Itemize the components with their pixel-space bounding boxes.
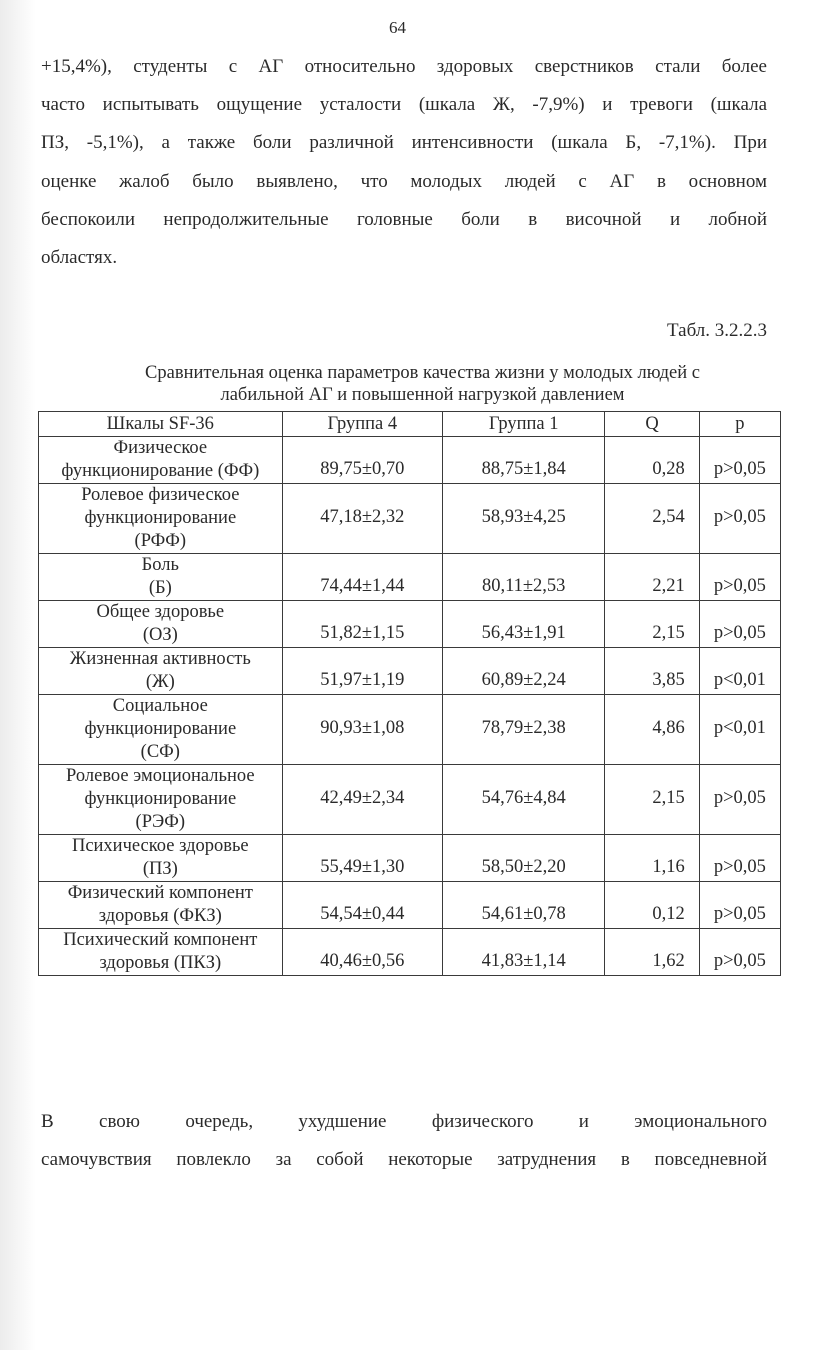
table-row — [39, 554, 781, 601]
cell-q: 2,21 — [605, 554, 699, 601]
cell-scale-line: (ПЗ) — [142, 859, 178, 879]
cell-scale-line: (СФ) — [140, 742, 180, 762]
cell-scale-line: (РЭФ) — [135, 812, 186, 832]
paragraph-bottom — [41, 1103, 767, 1179]
table-row — [39, 648, 781, 695]
cell-scale-line: Физическое — [113, 438, 208, 458]
cell-scale-line: (РФФ) — [134, 531, 187, 551]
cell-group1: 60,89±2,24 — [442, 648, 604, 695]
cell-p: р>0,05 — [699, 554, 780, 601]
cell-group4: 54,54±0,44 — [282, 882, 442, 929]
cell-group1: 88,75±1,84 — [442, 437, 604, 484]
cell-scale-line: Ролевое эмоциональное — [66, 766, 255, 786]
cell-p: р>0,05 — [699, 437, 780, 484]
word: физического — [431, 1111, 534, 1132]
cell-scale-line: Психическое здоровье — [71, 836, 249, 856]
cell-group1: 80,11±2,53 — [442, 554, 604, 601]
cell-q: 2,15 — [605, 765, 699, 835]
cell-group4: 47,18±2,32 — [282, 484, 442, 554]
cell-group1: 54,61±0,78 — [442, 882, 604, 929]
header-group1: Группа 1 — [442, 412, 604, 437]
table-row — [39, 882, 781, 929]
cell-group4: 51,82±1,15 — [282, 601, 442, 648]
cell-q: 3,85 — [605, 648, 699, 695]
table-row — [39, 765, 781, 835]
text-line — [41, 1103, 767, 1141]
quality-of-life-table — [38, 411, 781, 976]
cell-scale-line: функционирование — [84, 719, 237, 739]
text-line: ПЗ, -5,1%), а также боли различной интенсивности (шкала Б, -7,1%). При — [41, 132, 767, 154]
table-title-line: лабильной АГ и повышенной нагрузкой давлением — [220, 385, 625, 405]
cell-scale-line: (Б) — [148, 578, 172, 598]
cell-scale-line: Физический компонент — [67, 883, 253, 903]
cell-p: р<0,01 — [699, 648, 780, 695]
cell-q: 4,86 — [605, 695, 699, 765]
cell-p: р>0,05 — [699, 835, 780, 882]
cell-scale — [39, 484, 283, 554]
cell-p: р>0,05 — [699, 882, 780, 929]
table-title-line: Сравнительная оценка параметров качества жизни у молодых людей с — [145, 363, 700, 383]
cell-scale-line: Социальное — [112, 696, 208, 716]
cell-scale-line: Психический компонент — [63, 930, 258, 950]
text-line: беспокоили непродолжительные головные боли в височной и лобной — [41, 208, 767, 230]
cell-group1: 58,50±2,20 — [442, 835, 604, 882]
cell-scale-line: Жизненная активность — [69, 649, 251, 669]
cell-scale-line: Ролевое физическое — [81, 485, 240, 505]
word: очередь, — [185, 1111, 254, 1132]
cell-group1: 58,93±4,25 — [442, 484, 604, 554]
word: В — [41, 1111, 54, 1132]
table-row — [39, 601, 781, 648]
header-group4: Группа 4 — [282, 412, 442, 437]
cell-q: 2,15 — [605, 601, 699, 648]
cell-p: р>0,05 — [699, 765, 780, 835]
table-number: Табл. 3.2.2.3 — [667, 320, 767, 341]
cell-group4: 55,49±1,30 — [282, 835, 442, 882]
text-line: оценке жалоб было выявлено, что молодых людей с АГ в основном — [41, 170, 767, 192]
cell-scale-line: (Ж) — [145, 672, 175, 692]
cell-group4: 42,49±2,34 — [282, 765, 442, 835]
header-scale: Шкалы SF-36 — [39, 412, 283, 437]
cell-scale — [39, 437, 283, 484]
cell-scale — [39, 882, 283, 929]
cell-scale — [39, 695, 283, 765]
cell-q: 1,16 — [605, 835, 699, 882]
cell-scale-line: функционирование — [84, 508, 237, 528]
cell-scale-line: (ОЗ) — [142, 625, 178, 645]
word: и — [578, 1111, 589, 1132]
cell-group1: 56,43±1,91 — [442, 601, 604, 648]
page-number: 64 — [389, 18, 406, 37]
word: эмоционального — [634, 1111, 768, 1132]
cell-q: 0,12 — [605, 882, 699, 929]
cell-scale — [39, 835, 283, 882]
table-row — [39, 835, 781, 882]
text-line: областях. — [41, 247, 118, 269]
cell-scale-line: функционирование (ФФ) — [61, 461, 260, 481]
cell-p: р<0,01 — [699, 695, 780, 765]
table-row — [39, 437, 781, 484]
cell-p: р>0,05 — [699, 484, 780, 554]
scan-edge-shadow — [0, 0, 36, 1350]
cell-group4: 90,93±1,08 — [282, 695, 442, 765]
cell-q: 1,62 — [605, 929, 699, 976]
cell-group1: 41,83±1,14 — [442, 929, 604, 976]
cell-scale-line: Общее здоровье — [96, 602, 225, 622]
cell-scale — [39, 929, 283, 976]
cell-scale — [39, 765, 283, 835]
header-q: Q — [605, 412, 699, 437]
cell-scale — [39, 601, 283, 648]
cell-scale — [39, 554, 283, 601]
word: ухудшение — [298, 1111, 387, 1132]
cell-group4: 40,46±0,56 — [282, 929, 442, 976]
text-line: часто испытывать ощущение усталости (шкала Ж, -7,9%) и тревоги (шкала — [41, 94, 767, 116]
cell-group4: 74,44±1,44 — [282, 554, 442, 601]
cell-group4: 89,75±0,70 — [282, 437, 442, 484]
cell-q: 0,28 — [605, 437, 699, 484]
cell-scale-line: функционирование — [84, 789, 237, 809]
text-line: +15,4%), студенты с АГ относительно здоровых сверстников стали более — [41, 56, 767, 77]
cell-q: 2,54 — [605, 484, 699, 554]
cell-scale-line: здоровья (ПКЗ) — [99, 953, 222, 973]
cell-p: р>0,05 — [699, 929, 780, 976]
table-row — [39, 695, 781, 765]
table-row — [39, 484, 781, 554]
cell-group1: 54,76±4,84 — [442, 765, 604, 835]
table-header-row — [39, 412, 781, 437]
cell-group1: 78,79±2,38 — [442, 695, 604, 765]
word: свою — [99, 1111, 140, 1132]
cell-scale — [39, 648, 283, 695]
text-line: самочувствия повлекло за собой некоторые затруднения в повседневной — [41, 1149, 767, 1171]
header-p: р — [699, 412, 780, 437]
cell-group4: 51,97±1,19 — [282, 648, 442, 695]
cell-scale-line: здоровья (ФКЗ) — [98, 906, 222, 926]
table-row — [39, 929, 781, 976]
cell-p: р>0,05 — [699, 601, 780, 648]
table-title — [60, 362, 785, 406]
paragraph-top — [41, 48, 767, 277]
cell-scale-line: Боль — [141, 555, 179, 575]
